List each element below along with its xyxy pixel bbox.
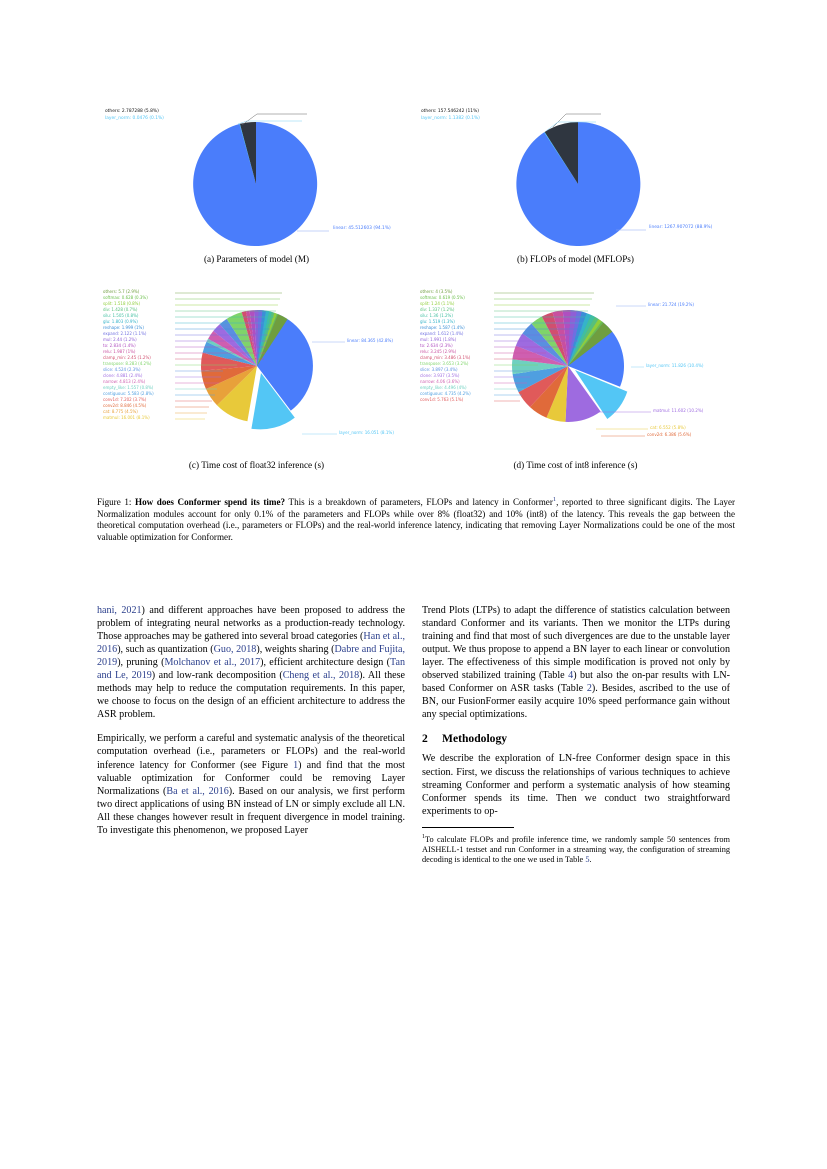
pie-chart-a (97, 100, 416, 250)
figure-number: Figure 1: (97, 497, 132, 508)
pie-d-label-div: div: 1.337 (1.2%) (420, 307, 455, 312)
pie-c-label-silu: silu: 1.505 (0.8%) (103, 313, 139, 318)
pie-b-label-linear: linear: 1267.907072 (88.9%) (649, 225, 713, 230)
citation-cheng[interactable]: Cheng et al., 2018 (282, 670, 360, 682)
pie-d-label-to: to: 2.634 (2.3%) (420, 343, 453, 348)
pie-c-svg (97, 284, 416, 454)
pie-a-label-others: others: 2.787288 (5.8%) (105, 109, 159, 114)
figure-caption-body2: , reported to three significant digits. The Layer Normalization modules account for only 0.1% of the parameters and FLOPs while over 8% (float32) and 10% (int8) of the latency. This reveals the gap between the theoretical computation overhead (i.e., parameters or FLOPs) and the real-world inference latency, indicating that removing Layer Normalizations could be one of the most valuable optimization for Conformer. (97, 497, 736, 542)
figure-row-bottom (97, 284, 735, 470)
pie-c-label-expand: expand: 2.122 (1.1%) (103, 331, 147, 336)
pie-d-label-split: split: 1.24 (1.1%) (420, 301, 455, 306)
text-seg: To calculate FLOPs and profile inference time, we randomly sample 50 sentences from AISHELL-1 testset and run Conformer in a streaming way, the configuration of streaming decoding is identical to the one we used in Table (422, 834, 730, 865)
section-title: Methodology (442, 732, 508, 746)
footnote-marker: 1 (422, 833, 425, 840)
pie-c-label-clone: clone: 4.881 (2.4%) (103, 373, 143, 378)
pie-d-label-contiguous: contiguous: 4.735 (4.2%) (420, 391, 471, 396)
chart-d-cell (416, 284, 735, 470)
pie-c-label-mul: mul: 2.44 (1.2%) (103, 337, 137, 342)
pie-c-label-reshape: reshape: 1.999 (1%) (103, 325, 144, 330)
pie-d-label-emptylike: empty_like: 4.496 (4%) (420, 385, 467, 390)
pie-d-label-softmax: softmax: 0.619 (0.5%) (420, 295, 465, 300)
pie-d-label-narrow: narrow: 4.06 (3.6%) (420, 379, 460, 384)
pie-d-label-transpose: transpose: 3.653 (3.2%) (420, 361, 469, 366)
pie-c-label-others: others: 5.7 (2.9%) (103, 289, 140, 294)
text-seg: ), such as quantization ( (117, 644, 214, 656)
footnote-1 (422, 832, 730, 866)
ref-table-4[interactable]: 4 (568, 670, 574, 682)
pie-chart-b (416, 100, 735, 250)
citation-tan[interactable]: Tan and Le, 2019 (97, 657, 405, 682)
pie-chart-c (97, 284, 416, 454)
pie-d-label-linear: linear: 21.724 (19.2%) (648, 302, 695, 307)
pie-d-label-cat: cat: 6.552 (5.8%) (650, 425, 686, 430)
figure-caption-body1: This is a breakdown of parameters, FLOPs and latency in Conformer (285, 497, 553, 508)
paragraph-left-1 (97, 604, 405, 721)
pie-c-label-contiguous: contiguous: 5.583 (2.8%) (103, 391, 154, 396)
section-heading-methodology (422, 732, 730, 745)
text-seg: ) and different approaches have been proposed to address the problem of integrating neural networks as a production-ready technology. Those approaches may be gathered into several broad categories ( (97, 605, 405, 643)
pie-d-label-layernorm: layer_norm: 11.826 (10.4%) (646, 363, 704, 368)
chart-b-cell (416, 100, 735, 264)
paragraph-right-2: We describe the exploration of LN-free Conformer design space in this section. First, we discuss the relationships of various techniques to achieve streaming Conformer and perform a systematic analysis of how steaming Conformer spends its time. Then we conduct two straightforward experiments to op- (422, 753, 730, 817)
pie-c-label-split: split: 1.518 (0.8%) (103, 301, 141, 306)
citation-guo[interactable]: Guo, 2018 (213, 644, 257, 656)
paragraph-right-1 (422, 604, 730, 721)
ref-figure-1[interactable]: 1 (293, 759, 299, 771)
pie-d-label-slice: slice: 3.897 (3.4%) (420, 367, 458, 372)
pie-a-label-layernorm: layer_norm: 0.0476 (0.1%) (105, 116, 164, 121)
pie-d-label-silu: silu: 1.36 (1.2%) (420, 313, 453, 318)
pie-a-label-linear: linear: 45.512603 (94.1%) (333, 226, 391, 231)
pie-d-label-matmul: matmul: 11.602 (10.2%) (653, 408, 704, 413)
pie-c-label-linear: linear: 84.365 (42.8%) (347, 338, 394, 343)
pie-d-svg (416, 284, 735, 454)
pie-d-label-conv1d: conv1d: 5.763 (5.1%) (420, 397, 464, 402)
ref-table-2[interactable]: 2 (586, 683, 592, 695)
body-column-right (422, 604, 730, 866)
pie-d-label-mul: mul: 1.991 (1.8%) (420, 337, 457, 342)
figure-caption-title: How does Conformer spend its time? (135, 497, 286, 508)
pie-d-label-relu: relu: 3.245 (2.9%) (420, 349, 457, 354)
pie-d-label-conv2d: conv2d: 6.386 (5.6%) (647, 432, 692, 437)
text-seg: ) but also the on-par results with LN-based Conformer on ASR tasks (Table (422, 670, 730, 695)
figure-1 (97, 100, 735, 470)
pie-c-label-clampmin: clamp_min: 2.45 (1.2%) (103, 355, 151, 360)
citation-molchanov[interactable]: Molchanov et al., 2017 (164, 657, 261, 669)
citation-han[interactable]: Han et al., 2016 (97, 631, 406, 656)
text-seg: ), weights sharing ( (256, 644, 335, 656)
pie-c-label-relu: relu: 1.987 (1%) (103, 349, 136, 354)
text-seg: ). Besides, ascribed to the use of BN, our FusionFormer easily acquire 10% speed performance gain without any special optimizations. (422, 683, 731, 721)
figure-row-top (97, 100, 735, 264)
text-seg: ) and find that the most valuable optimization for Conformer could be removing Layer Normalizations ( (97, 759, 405, 797)
section-number: 2 (422, 732, 428, 746)
pie-c-label-transpose: transpose: 8.283 (4.2%) (103, 361, 152, 366)
pie-c-label-softmax: softmax: 0.628 (0.3%) (103, 295, 148, 300)
text-seg: . (589, 855, 592, 865)
pie-c-label-emptylike: empty_like: 1.557 (0.8%) (103, 385, 154, 390)
subcaption-b: (b) FLOPs of model (MFLOPs) (517, 254, 634, 264)
pie-d-label-glu: glu: 1.519 (1.3%) (420, 319, 455, 324)
pie-c-label-slice: slice: 4.524 (2.3%) (103, 367, 141, 372)
citation-ba[interactable]: Ba et al., 2016 (166, 785, 229, 797)
chart-a-cell (97, 100, 416, 264)
figure-caption (97, 494, 735, 543)
text-seg: ), efficient architecture design ( (260, 657, 390, 669)
pie-c-label-cat: cat: 8.775 (4.5%) (103, 409, 138, 414)
text-seg: ) and low-rank decomposition ( (151, 670, 283, 682)
pie-chart-d (416, 284, 735, 454)
citation-dabre[interactable]: Dabre and Fujita, 2019 (97, 644, 405, 669)
citation-hani[interactable]: hani, 2021 (97, 605, 142, 616)
pie-d-label-clone: clone: 3.937 (3.5%) (420, 373, 460, 378)
figure-footnote-marker[interactable]: 1 (552, 496, 557, 503)
pie-c-label-matmul: matmul: 16.001 (8.1%) (103, 415, 150, 420)
pie-c-label-narrow: narrow: 4.813 (2.4%) (103, 379, 146, 384)
pie-b-label-layernorm: layer_norm: 1.1382 (0.1%) (421, 116, 480, 121)
subcaption-c: (c) Time cost of float32 inference (s) (188, 460, 325, 470)
pie-c-label-layernorm: layer_norm: 16.051 (8.1%) (339, 430, 394, 435)
paragraph-left-2 (97, 732, 405, 836)
text-seg: Empirically, we perform a careful and systematic analysis of the theoretical computation overhead (i.e., parameters or FLOPs) and the real-world inference latency for Conformer (see Figure (97, 733, 405, 771)
pie-d-label-reshape: reshape: 1.587 (1.4%) (420, 325, 465, 330)
chart-c-cell (97, 284, 416, 470)
text-seg: ), pruning ( (117, 657, 165, 669)
pie-c-label-conv1d: conv1d: 7.202 (3.7%) (103, 397, 147, 402)
pie-d-label-others: others: 4 (3.5%) (420, 289, 453, 294)
subcaption-a: (a) Parameters of model (M) (203, 254, 310, 264)
text-seg: Trend Plots (LTPs) to adapt the difference of statistics calculation between standard Conformer and its variants. Then we monitor the LTPs during training and find that most of such divergences are due to the unstable layer output. We thus propose to append a BN layer to each linear or convolution layer. The effectiveness of this simple modification is proved not only by observed stabilized training (Table (422, 605, 730, 682)
text-seg: ). Based on our analysis, we first perform two direct applications of using BN instead of LN or simply exclude all LN. All these changes however result in frequent divergence in model training. To investigate this phenomenon, we proposed Layer (97, 785, 405, 836)
pie-c-label-conv2d: conv2d: 8.846 (4.5%) (103, 403, 147, 408)
pie-c-label-to: to: 2.834 (1.4%) (103, 343, 136, 348)
body-column-left (97, 604, 405, 846)
pie-c-label-glu: glu: 1.803 (0.9%) (103, 319, 138, 324)
subcaption-d: (d) Time cost of int8 inference (s) (513, 460, 638, 470)
footnote-rule (422, 827, 514, 828)
pie-b-label-others: others: 157.546242 (11%) (421, 109, 479, 114)
pie-d-label-clampmin: clamp_min: 3.486 (3.1%) (420, 355, 471, 360)
pie-d-label-expand: expand: 1.612 (1.4%) (420, 331, 464, 336)
pie-c-label-div: div: 1.428 (0.7%) (103, 307, 138, 312)
text-seg: ). All these methods may help to reduce the computation requirements. In this paper, we choose to focus on the design of an efficient architecture to address the ASR problem. (97, 670, 406, 721)
ref-table-5[interactable]: 5 (585, 855, 590, 865)
